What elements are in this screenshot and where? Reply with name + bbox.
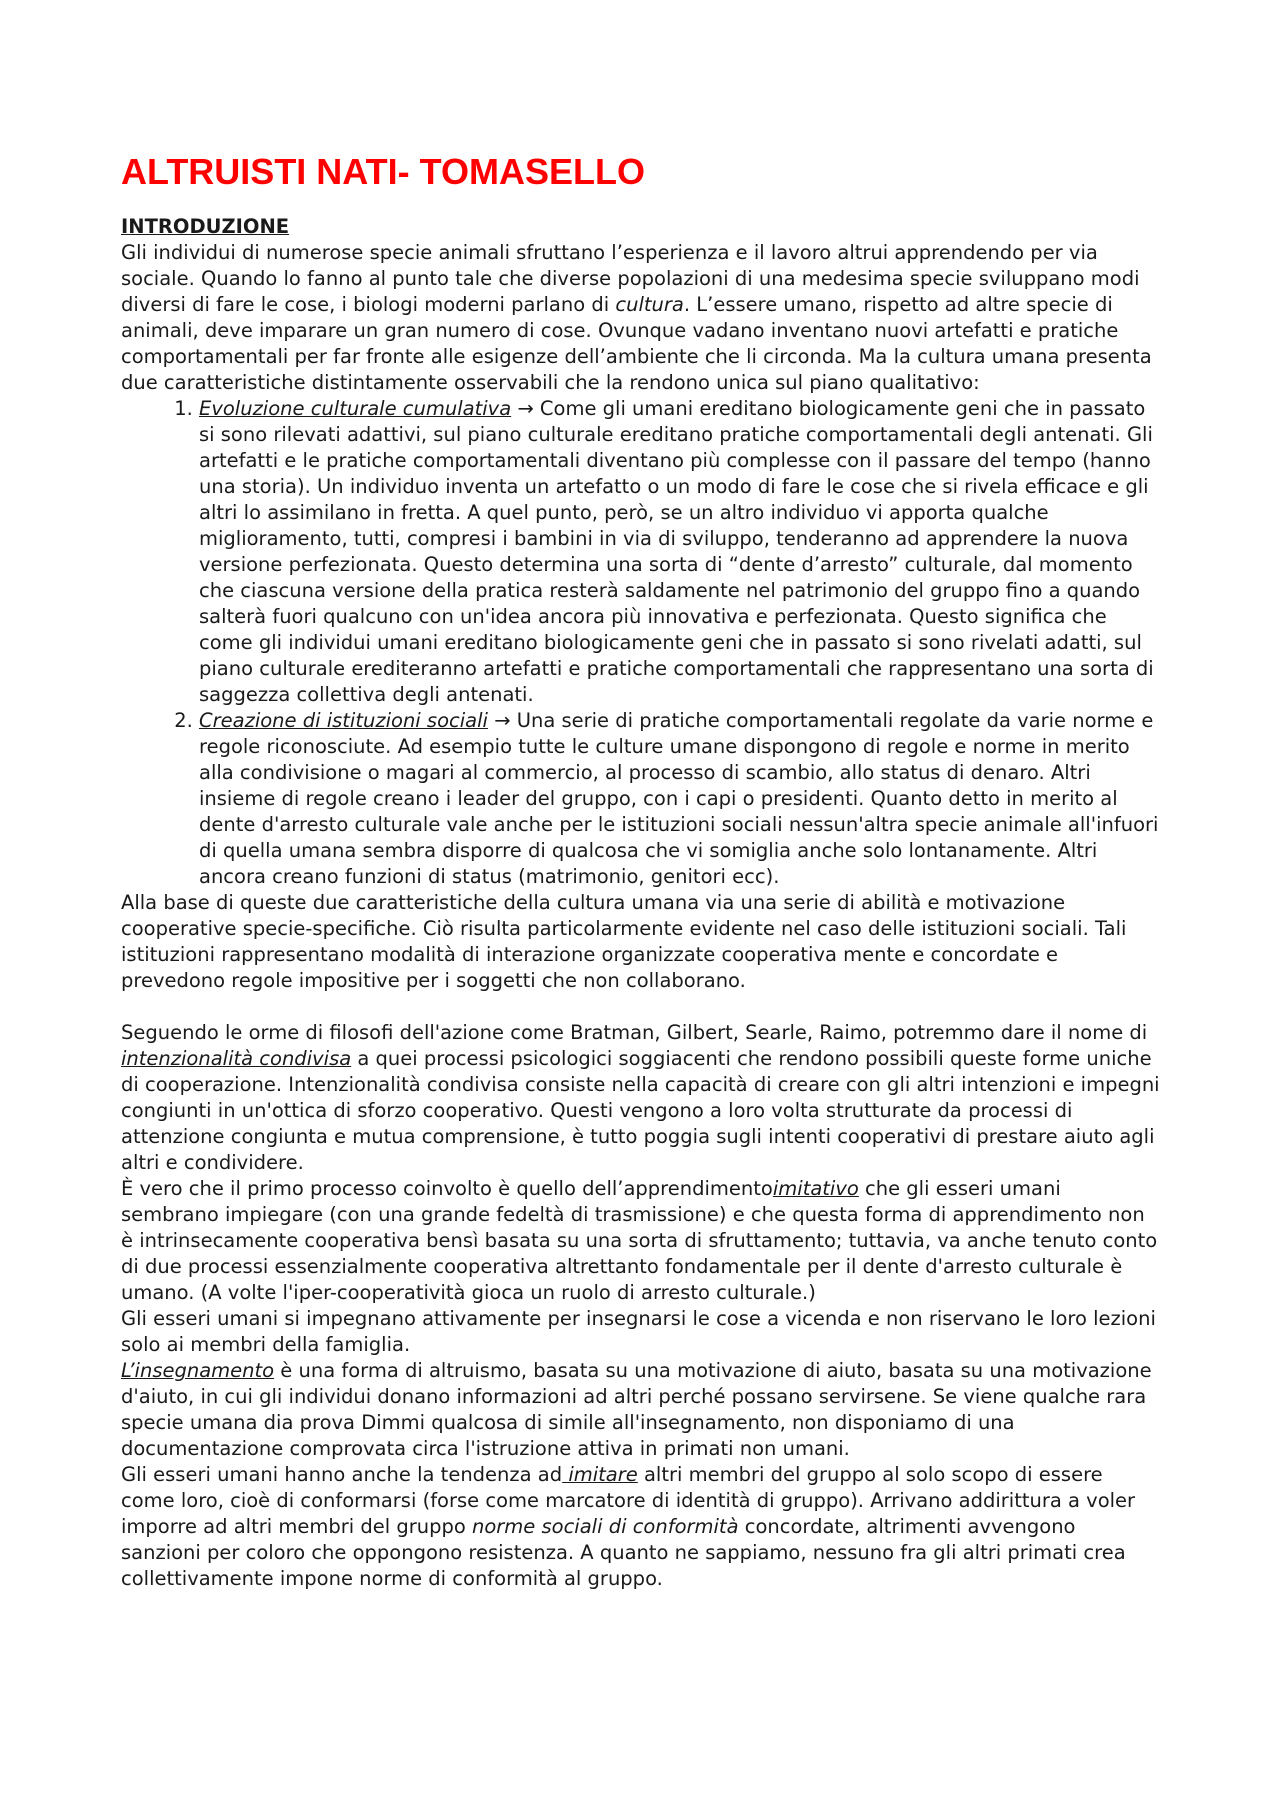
teaching-paragraph: L’insegnamento è una forma di altruismo, basata su una motivazione di aiuto, basata su una motivazione d'aiuto, in cui gli individui donano informazioni ad altri perché possano servirsene. Se viene qualche rara specie umana dia prova Dimmi qualcosa di simile all'insegnamento, non disponiamo di una documentazione comprovata circa l'istruzione attiva in primati non umani.: [121, 1359, 1152, 1460]
imitative-paragraph: È vero che il primo processo coinvolto è quello dell’apprendimentoimitativo che gli esseri umani sembrano impiegare (con una grande fedeltà di trasmissione) e che questa forma di apprendimento non è intrinsecamente cooperativa bensì basata su una sorta di sfruttamento; tuttavia, va anche tenuto conto di due processi essenzialmente cooperativa altrettanto fondamentale per il dente d'arresto culturale è umano. (A volte l'iper-cooperatività gioca un ruolo di arresto culturale.): [121, 1177, 1158, 1304]
term-imitate: imitare: [562, 1463, 638, 1486]
list-item: 1. Evoluzione culturale cumulativa → Come gli umani ereditano biologicamente geni che in passato si sono rilevati adattivi, sul piano culturale ereditano pratiche comportamentali degli antenati. Gli artefatti e le pratiche comportamentali diventano più complesse con il passare del tempo (hanno una storia). Un individuo inventa un artefatto o un modo di fare le cose che si rivela efficace e gli altri lo assimilano in fretta. A quel punto, però, se un altro individuo vi apporta qualche miglioramento, tutti, compresi i bambini in via di sviluppo, tenderanno ad apprendere la nuova versione perfezionata. Questo determina una sorta di “dente d’arresto” culturale, dal momento che ciascuna versione della pratica resterà saldamente nel patrimonio del gruppo fino a quando salterà fuori qualcuno con un'idea ancora più innovativa e perfezionata. Questo significa che come gli individui umani ereditano biologicamente geni che in passato si sono rivelati adatti, sul piano culturale erediteranno artefatti e pratiche comportamentali che rappresentano una sorta di saggezza collettiva degli antenati.: [199, 396, 1161, 708]
list-item: 2. Creazione di istituzioni sociali → Una serie di pratiche comportamentali regolate da varie norme e regole riconosciute. Ad esempio tutte le culture umane dispongono di regole e norme in merito alla condivisione o magari al commercio, al processo di scambio, allo status di denaro. Altri insieme di regole creano i leader del gruppo, con i capi o presidenti. Quanto detto in merito al dente d'arresto culturale vale anche per le istituzioni sociali nessun'altra specie animale all'infuori di quella umana sembra disporre di qualcosa che vi somiglia anche solo lontanamente. Altri ancora creano funzioni di status (matrimonio, genitori ecc).: [199, 708, 1161, 890]
shared-intentionality-paragraph: Seguendo le orme di filosofi dell'azione come Bratman, Gilbert, Searle, Raimo, potremmo dare il nome di intenzionalità condivisa a quei processi psicologici soggiacenti che rendono possibili queste forme uniche di cooperazione. Intenzionalità condivisa consiste nella capacità di creare con gli altri intenzioni e impegni congiunti in un'ottica di sforzo cooperativo. Questi vengono a loro volta strutturate da processi di attenzione congiunta e mutua comprensione, è tutto poggia sugli intenti cooperativi di prestare aiuto agli altri e condividere.: [121, 1021, 1160, 1174]
term-shared-intentionality: intenzionalità condivisa: [121, 1047, 352, 1070]
term-teaching: L’insegnamento: [121, 1359, 275, 1382]
section-heading: INTRODUZIONE: [121, 215, 290, 238]
document-title: ALTRUISTI NATI- TOMASELLO: [121, 151, 645, 192]
list-item-term: Evoluzione culturale cumulativa: [199, 397, 512, 420]
term-social-norms: norme sociali di conformità: [471, 1515, 739, 1538]
paragraph-gap: [121, 994, 1161, 1020]
list-item-term: Creazione di istituzioni sociali: [199, 709, 488, 732]
term-imitative: imitativo: [772, 1177, 859, 1200]
document-page: [121, 150, 1161, 1592]
intro-paragraph: Gli individui di numerose specie animali sfruttano l’esperienza e il lavoro altrui apprendendo per via sociale. Quando lo fanno al punto tale che diverse popolazioni di una medesima specie sviluppano modi diversi di fare le cose, i biologi moderni parlano di cultura. L’essere umano, rispetto ad altre specie di animali, deve imparare un gran numero di cose. Ovunque vadano inventano nuovi artefatti e pratiche comportamentali per far fronte alle esigenze dell’ambiente che li circonda. Ma la cultura umana presenta due caratteristiche distintamente osservabili che la rendono unica sul piano qualitativo:: [121, 241, 1152, 394]
after-list-paragraph: Alla base di queste due caratteristiche della cultura umana via una serie di abilità e motivazione cooperative specie-specifiche. Ciò risulta particolarmente evidente nel caso delle istituzioni sociali. Tali istituzioni rappresentano modalità di interazione organizzate cooperativa mente e concordate e prevedono regole impositive per i soggetti che non collaborano.: [121, 891, 1127, 992]
characteristics-list: [121, 396, 1161, 890]
imitate-paragraph: Gli esseri umani hanno anche la tendenza ad imitare altri membri del gruppo al solo scopo di essere come loro, cioè di conformarsi (forse come marcatore di identità di gruppo). Arrivano addirittura a voler imporre ad altri membri del gruppo norme sociali di conformità concordate, altrimenti avvengono sanzioni per coloro che oppongono resistenza. A quanto ne sappiamo, nessuno fra gli altri primati crea collettivamente impone norme di conformità al gruppo.: [121, 1463, 1136, 1590]
term-cultura: cultura: [615, 293, 684, 316]
teaching-intro-paragraph: Gli esseri umani si impegnano attivamente per insegnarsi le cose a vicenda e non riservano le loro lezioni solo ai membri della famiglia.: [121, 1307, 1156, 1356]
